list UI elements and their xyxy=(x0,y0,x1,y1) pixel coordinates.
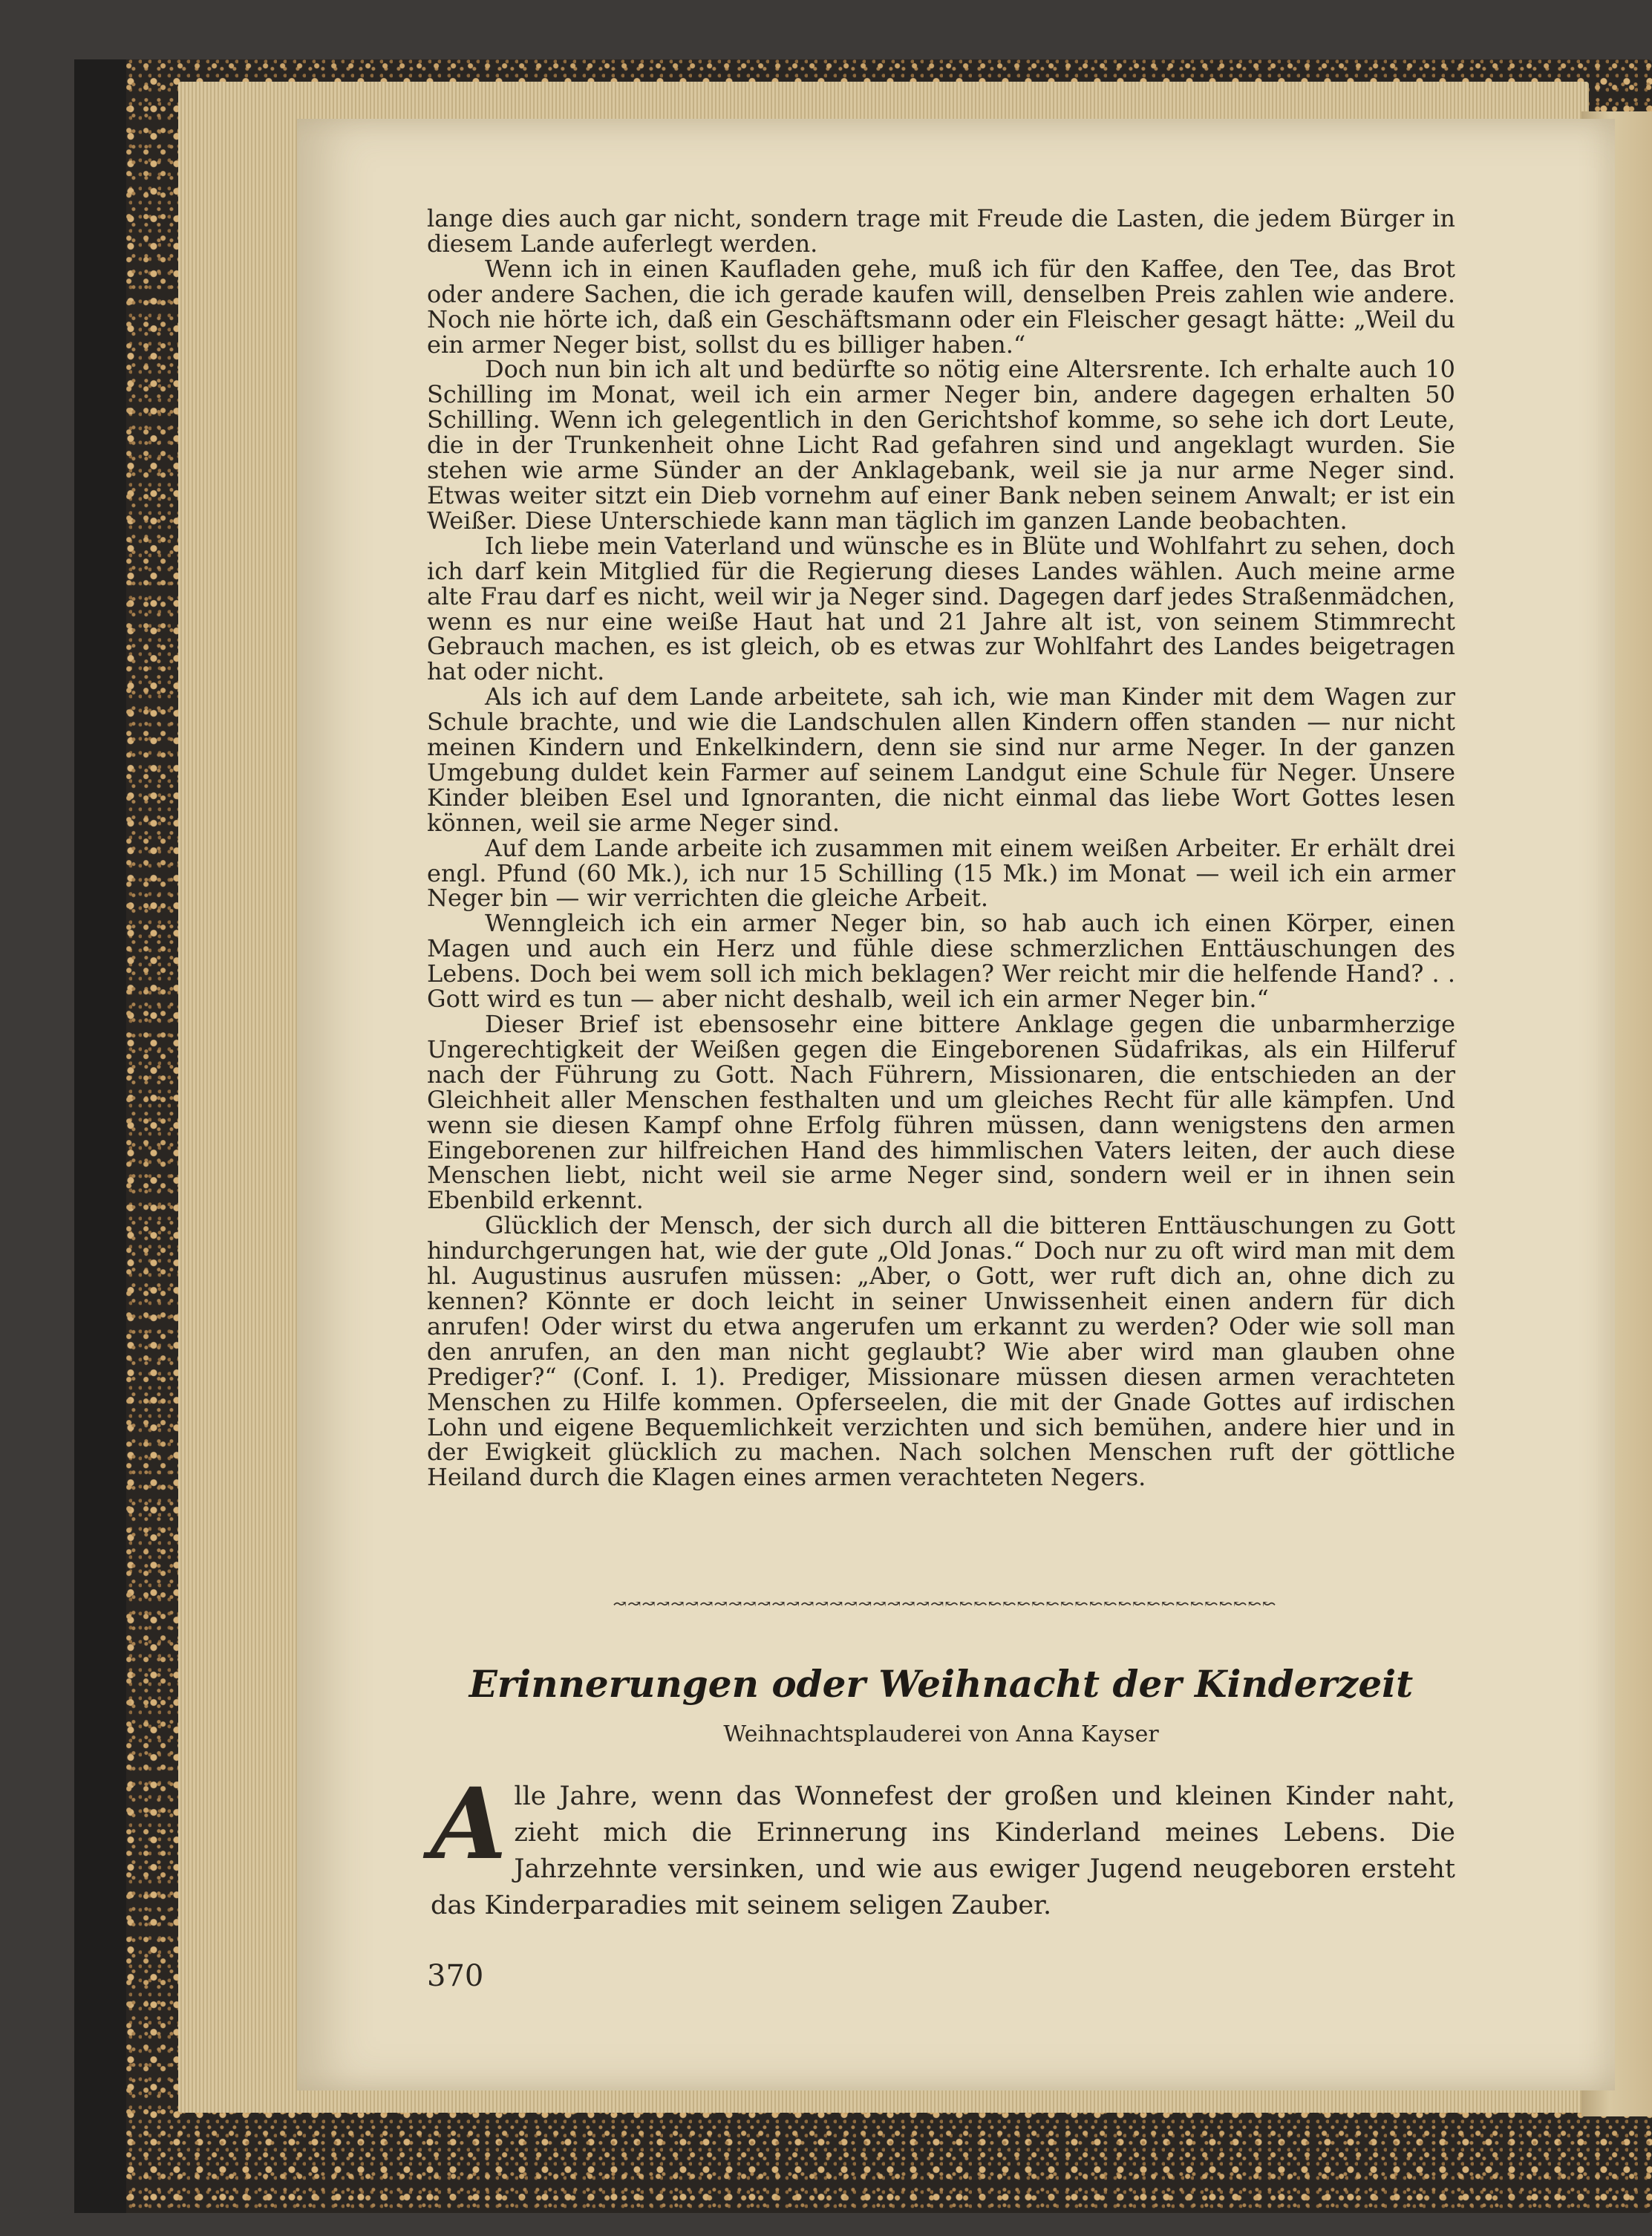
article-subtitle: Weihnachtsplauderei von Anna Kayser xyxy=(723,1721,1159,1747)
paragraph: Glücklich der Mensch, der sich durch all die bitteren Enttäuschungen zu Gott hindurchgerungen hat, wie der gute „Old Jonas.“ Doch nur zu oft wird man mit dem hl. Augustinus ausrufen müssen: „Aber, o Gott, wer ruft dich an, ohne dich zu kennen? Könnte er doch leicht in seiner Unwissenheit einen andern für dich anrufen! Oder wirst du etwa angerufen um erkannt zu werden? Oder wie soll man den anrufen, an den man nicht geglaubt? Wie aber wird man glauben ohne Prediger?“ (Conf. I. 1). Prediger, Missionare müssen diesen armen verachteten Menschen zu Hilfe kommen. Opferseelen, die mit der Gnade Gottes auf irdischen Lohn und eigene Bequemlichkeit verzichten und sich bemühen, andere hier und in der Ewigkeit glücklich zu machen. Nach solchen Menschen ruft der göttliche Heiland durch die Klagen eines armen verachteten Negers. xyxy=(427,1211,1455,1492)
article-body xyxy=(431,1767,1455,1924)
drop-cap: A xyxy=(431,1767,507,1882)
decorative-divider: ↝↝↝↝↝↝↝↝↝↝↝↝↝↝↝↝↝↝↝↝↝↝↝↜↜↜↜↜↜↜↜↜↜↜↜↜↜↜↜↜↜↜↜↜↜↜ xyxy=(613,1595,1277,1614)
paragraph: Auf dem Lande arbeite ich zusammen mit einem weißen Arbeiter. Er erhält drei engl. Pfund (60 Mk.), ich nur 15 Schilling (15 Mk.) im Monat — weil ich ein armer Neger bin — wir verrichten die gleiche Arbeit. xyxy=(427,833,1455,913)
letter-text xyxy=(427,206,1455,1490)
article-text: lle Jahre, wenn das Wonnefest der großen und kleinen Kinder naht, zieht mich die Erinnerung ins Kinderland meines Lebens. Die Jahrzehnte versinken, und wie aus ewiger Jugend neugeboren ersteht das Kinderparadies mit seinem seligen Zauber. xyxy=(431,1782,1455,1920)
paragraph: Wenn ich in einen Kaufladen gehe, muß ich für den Kaffee, den Tee, das Brot oder andere Sachen, die ich gerade kaufen will, denselben Preis zahlen wie andere. Noch nie hörte ich, daß ein Geschäftsmann oder ein Fleischer gesagt hätte: „Weil du ein armer Neger bist, sollst du es billiger haben.“ xyxy=(427,254,1455,359)
paragraph: Als ich auf dem Lande arbeitete, sah ich, wie man Kinder mit dem Wagen zur Schule brachte, und wie die Landschulen allen Kindern offen standen — nur nicht meinen Kindern und Enkelkindern, denn sie sind nur arme Neger. In der ganzen Umgebung duldet kein Farmer auf seinem Landgut eine Schule für Neger. Unsere Kinder bleiben Esel und Ignoranten, die nicht einmal das liebe Wort Gottes lesen können, weil sie arme Neger sind. xyxy=(427,682,1455,837)
paragraph: Wenngleich ich ein armer Neger bin, so hab auch ich einen Körper, einen Magen und auch ein Herz und fühle diese schmerzlichen Enttäuschungen des Lebens. Doch bei wem soll ich mich beklagen? Wer reicht mir die helfende Hand? . . Gott wird es tun — aber nicht deshalb, weil ich ein armer Neger bin.“ xyxy=(427,909,1455,1014)
page-number: 370 xyxy=(427,1959,484,1993)
paragraph: Doch nun bin ich alt und bedürfte so nötig eine Altersrente. Ich erhalte auch 10 Schilling im Monat, weil ich ein armer Neger bin, andere dagegen erhalten 50 Schilling. Wenn ich gelegentlich in den Gerichtshof komme, so sehe ich dort Leute, die in der Trunkenheit ohne Licht Rad gefahren sind und angeklagt wurden. Sie stehen wie arme Sünder an der Anklagebank, weil sie ja nur arme Neger sind. Etwas weiter sitzt ein Dieb vornehm auf einer Bank neben seinem Anwalt; er ist ein Weißer. Diese Unterschiede kann man täglich im ganzen Lande beobachten. xyxy=(427,355,1455,535)
paragraph: Ich liebe mein Vaterland und wünsche es in Blüte und Wohlfahrt zu sehen, doch ich darf kein Mitglied für die Regierung dieses Landes wählen. Auch meine arme alte Frau darf es nicht, weil wir ja Neger sind. Dagegen darf jedes Straßenmädchen, wenn es nur eine weiße Haut hat und 21 Jahre alt ist, von seinem Stimmrecht Gebrauch machen, es ist gleich, ob es etwas zur Wohlfahrt des Landes beigetragen hat oder nicht. xyxy=(427,531,1455,686)
paragraph: Dieser Brief ist ebensosehr eine bittere Anklage gegen die unbarmherzige Ungerechtigkeit der Weißen gegen die Eingeborenen Südafrikas, als ein Hilferuf nach der Führung zu Gott. Nach Führern, Missionaren, die entschieden an der Gleichheit aller Menschen festhalten und um gleiches Recht für alle kämpfen. Und wenn sie diesen Kampf ohne Erfolg führen müssen, dann wenigstens den armen Eingeborenen zur hilfreichen Hand des himmlischen Vaters leiten, der auch diese Menschen liebt, nicht weil sie arme Neger sind, sondern weil er in ihnen sein Ebenbild erkennt. xyxy=(427,1010,1455,1215)
book-spine xyxy=(74,59,126,2213)
article-title: Erinnerungen oder Weihnacht der Kinderzeit xyxy=(468,1662,1414,1706)
paragraph: lange dies auch gar nicht, sondern trage mit Freude die Lasten, die jedem Bürger in diesem Lande auferlegt werden. xyxy=(427,204,1455,258)
